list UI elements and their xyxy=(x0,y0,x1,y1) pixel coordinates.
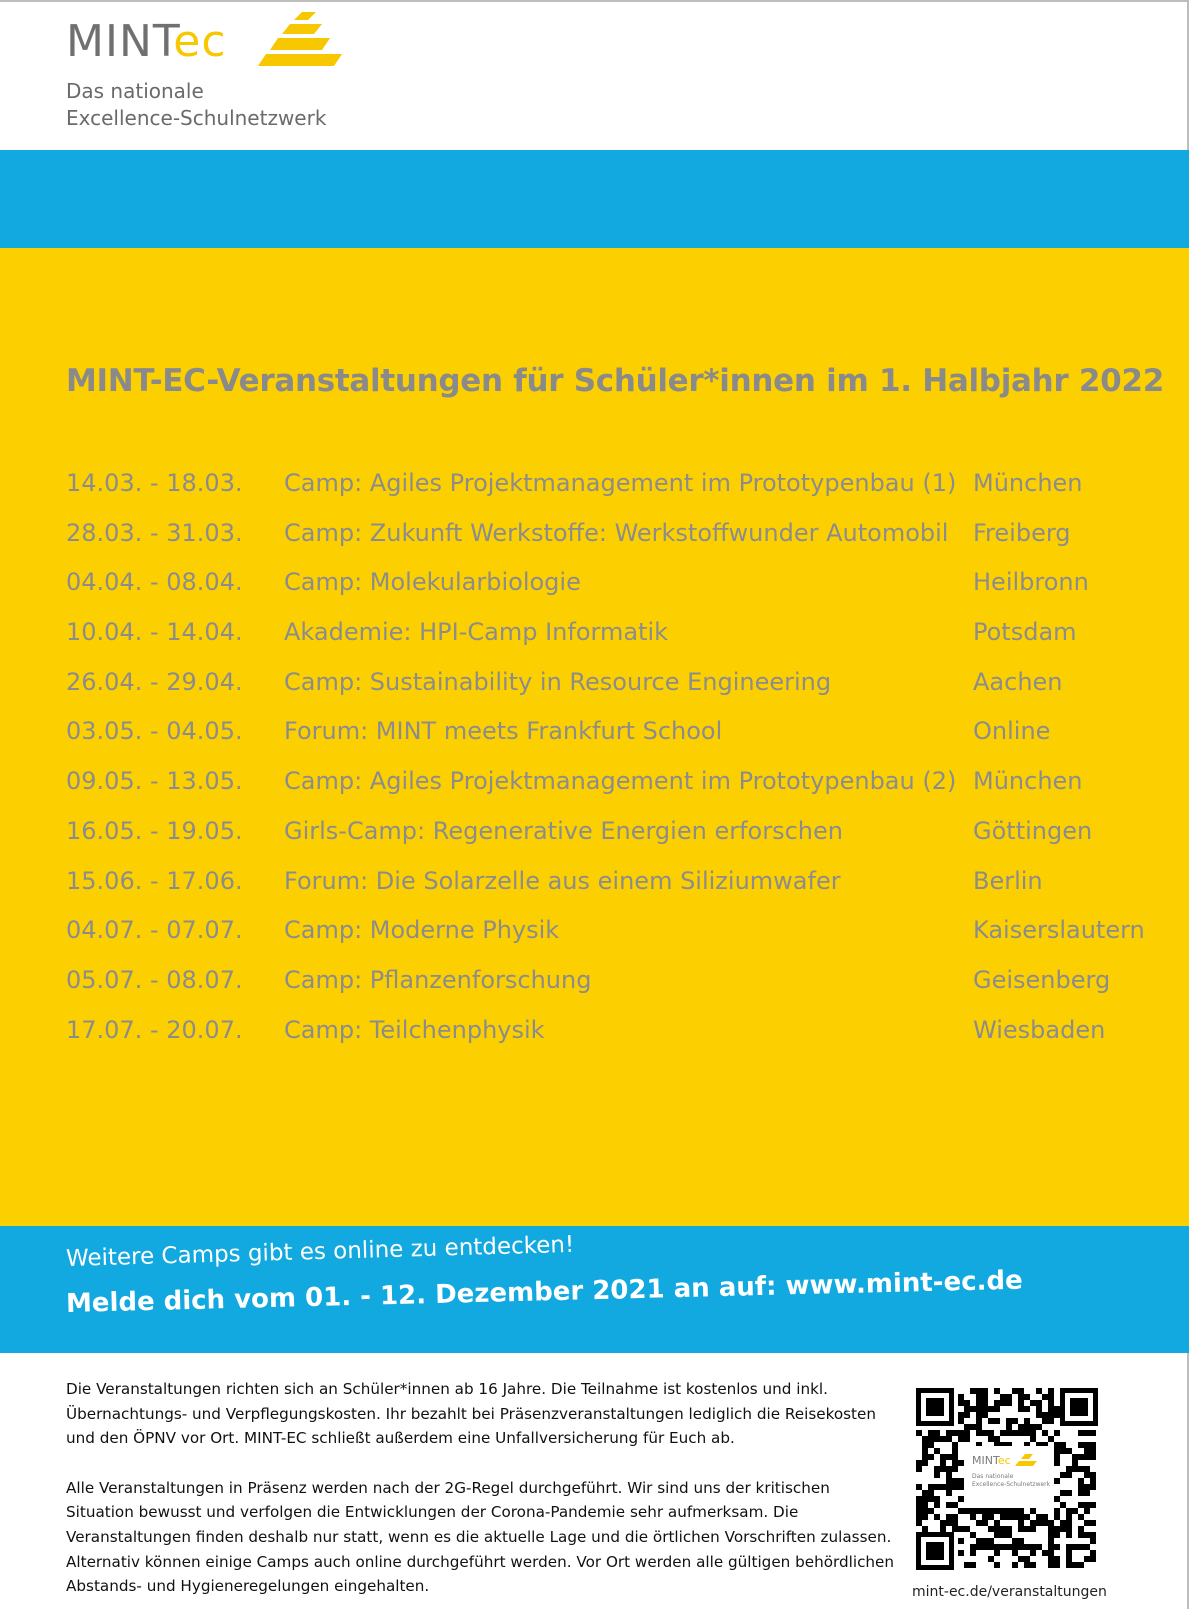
event-title: Forum: Die Solarzelle aus einem Siliziumwafer xyxy=(284,866,841,895)
svg-text:Das nationale: Das nationale xyxy=(972,1473,1014,1480)
website-link[interactable]: www.mint-ec.de xyxy=(785,1265,1024,1302)
cta-more-camps: Weitere Camps gibt es online zu entdecken! xyxy=(65,1231,575,1272)
event-city: Online xyxy=(973,717,1051,746)
logo-tagline-line1: Das nationale xyxy=(66,79,204,103)
event-date: 04.07. - 07.07. xyxy=(66,916,243,945)
event-title: Forum: MINT meets Frankfurt School xyxy=(284,717,723,746)
event-date: 03.05. - 04.05. xyxy=(66,717,243,746)
event-row xyxy=(66,916,1176,966)
event-title: Camp: Pflanzenforschung xyxy=(284,965,592,994)
logo-tagline-line2: Excellence-Schulnetzwerk xyxy=(66,106,327,130)
event-title: Camp: Molekularbiologie xyxy=(284,568,581,597)
event-date: 26.04. - 29.04. xyxy=(66,667,243,696)
event-title: Camp: Agiles Projektmanagement im Prototypenbau (1) xyxy=(284,469,957,497)
page-title: MINT-EC-Veranstaltungen für Schüler*innen im 1. Halbjahr 2022 xyxy=(66,363,1164,399)
event-row xyxy=(66,568,1176,618)
event-city: Aachen xyxy=(973,667,1063,696)
event-list xyxy=(66,469,1176,1065)
event-row xyxy=(66,469,1176,519)
event-city: Göttingen xyxy=(973,816,1093,845)
info-paragraph-participation: Die Veranstaltungen richten sich an Schüler*innen ab 16 Jahre. Die Teilnahme ist kostenlos und inkl. Übernachtungs- und Verpflegungskosten. Ihr bezahlt bei Präsenzveranstaltungen lediglich die Reisekosten und den ÖPNV vor Ort. MINT-EC schließt außerdem eine Unfallversicherung für Euch ab. xyxy=(66,1380,876,1448)
qr-code-icon[interactable] xyxy=(912,1384,1102,1574)
event-row xyxy=(66,966,1176,1016)
event-row xyxy=(66,717,1176,767)
info-text xyxy=(66,1377,896,1624)
event-date: 15.06. - 17.06. xyxy=(66,866,243,895)
event-date: 05.07. - 08.07. xyxy=(66,965,243,994)
event-title: Camp: Moderne Physik xyxy=(284,916,560,945)
event-date: 14.03. - 18.03. xyxy=(66,469,243,497)
svg-text:Excellence-Schulnetzwerk: Excellence-Schulnetzwerk xyxy=(972,1481,1051,1488)
event-title: Girls-Camp: Regenerative Energien erforschen xyxy=(284,816,843,845)
info-paragraph-covid: Alle Veranstaltungen in Präsenz werden nach der 2G-Regel durchgeführt. Wir sind uns der kritischen Situation bewusst und verfolgen die Entwicklungen der Corona-Pandemie sehr aufmerksam. Die Veranstaltungen finden deshalb nur statt, wenn es die aktuelle Lage und die örtlichen Vorschriften zulassen. Alternativ können einige Camps auch online durchgeführt werden. Vor Ort werden alle gültigen behördlichen Abstands- und Hygieneregelungen eingehalten. xyxy=(66,1478,895,1596)
svg-text:MINTec: MINTec xyxy=(972,1454,1011,1467)
event-city: Berlin xyxy=(973,866,1043,895)
event-date: 10.04. - 14.04. xyxy=(66,618,243,647)
event-city: München xyxy=(973,767,1083,796)
event-city: München xyxy=(973,469,1083,497)
blue-banner-top xyxy=(0,150,1189,248)
event-city: Wiesbaden xyxy=(973,1015,1106,1044)
event-title: Akademie: HPI-Camp Informatik xyxy=(284,618,669,647)
event-row xyxy=(66,767,1176,817)
event-row xyxy=(66,668,1176,718)
event-city: Potsdam xyxy=(973,618,1077,647)
event-row xyxy=(66,618,1176,668)
event-row xyxy=(66,519,1176,569)
event-row xyxy=(66,867,1176,917)
event-city: Freiberg xyxy=(973,518,1071,547)
qr-caption: mint-ec.de/veranstaltungen xyxy=(912,1584,1107,1600)
mint-ec-logo[interactable] xyxy=(66,10,386,130)
event-city: Kaiserslautern xyxy=(973,916,1145,945)
event-row xyxy=(66,1016,1176,1066)
logo-tagline xyxy=(66,78,326,132)
event-date: 28.03. - 31.03. xyxy=(66,518,243,547)
event-date: 04.04. - 08.04. xyxy=(66,568,243,597)
cta-register-text: Melde dich vom 01. - 12. Dezember 2021 an auf: xyxy=(65,1271,786,1319)
logo-wordmark: MINTec xyxy=(66,16,227,67)
event-title: Camp: Sustainability in Resource Engineering xyxy=(284,667,832,696)
event-date: 16.05. - 19.05. xyxy=(66,816,243,845)
event-date: 09.05. - 13.05. xyxy=(66,767,243,796)
event-row xyxy=(66,817,1176,867)
event-title: Camp: Teilchenphysik xyxy=(284,1015,545,1044)
event-date: 17.07. - 20.07. xyxy=(66,1015,243,1044)
event-city: Heilbronn xyxy=(973,568,1089,597)
event-city: Geisenberg xyxy=(973,965,1111,994)
event-title: Camp: Agiles Projektmanagement im Prototypenbau (2) xyxy=(284,767,957,796)
pyramid-logo-icon xyxy=(256,10,346,74)
event-title: Camp: Zukunft Werkstoffe: Werkstoffwunder Automobil xyxy=(284,518,949,547)
